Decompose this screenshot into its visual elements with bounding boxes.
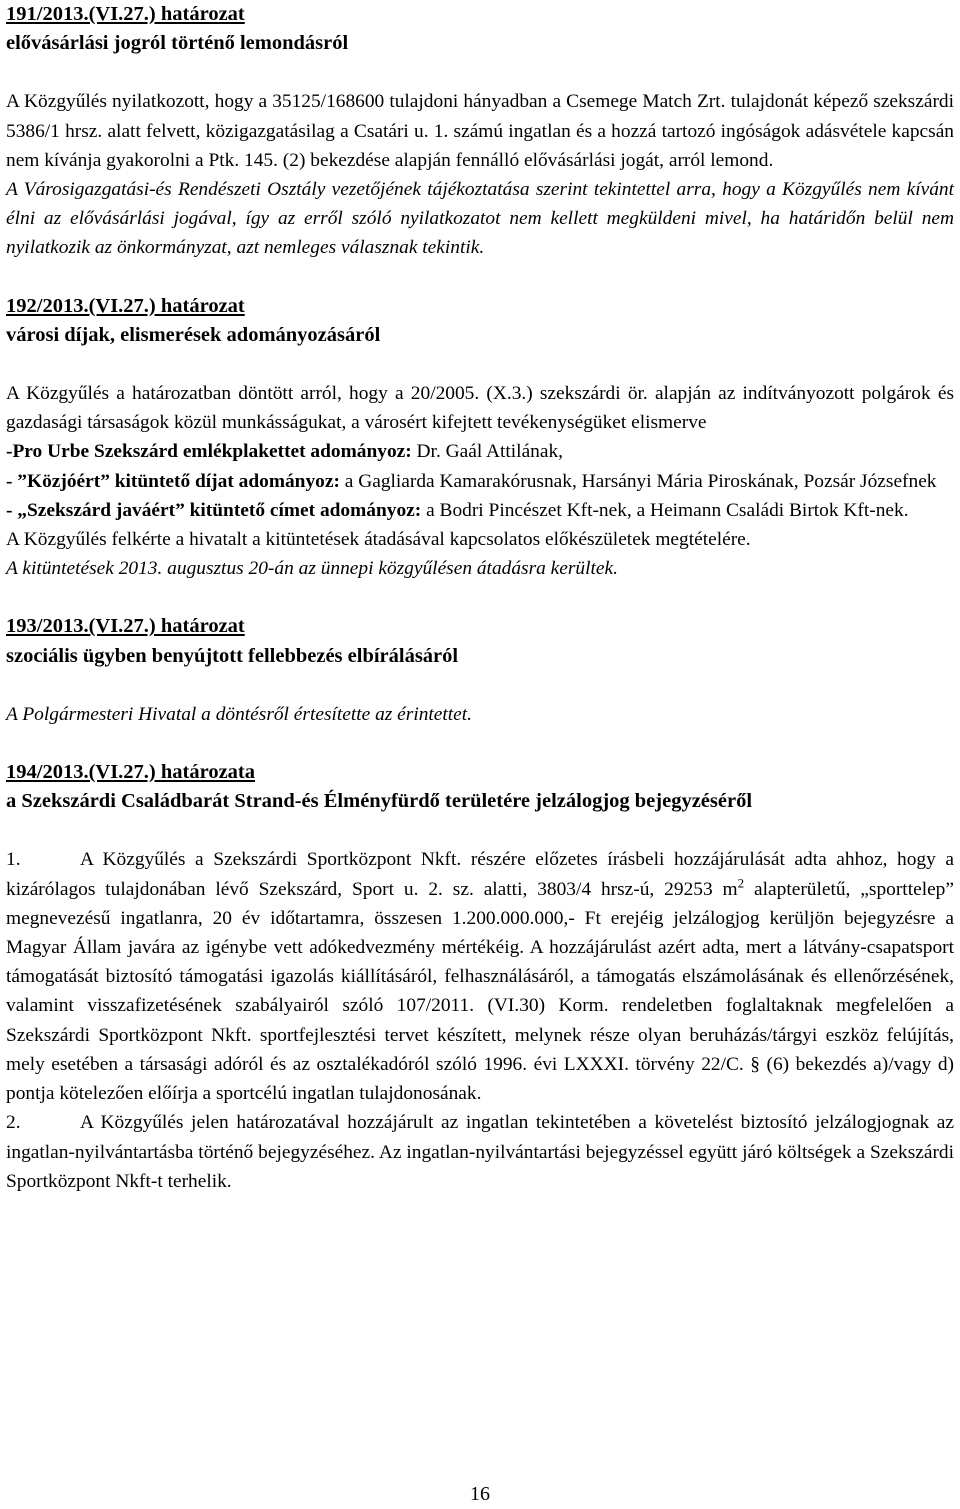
resolution-body-192-2: A Közgyűlés felkérte a hivatalt a kitüntetések átadásával kapcsolatos előkészületek megtételére. bbox=[6, 529, 751, 551]
resolution-number-193: 193/2013.(VI.27.) határozat bbox=[6, 615, 245, 638]
item-1-superscript: 2 bbox=[737, 875, 745, 891]
page-number: 16 bbox=[470, 1483, 490, 1505]
resolution-title-191: elővásárlási jogról történő lemondásról bbox=[6, 32, 349, 55]
resolution-item-2 bbox=[6, 1108, 954, 1196]
award-szekszard-javaert-label: - „Szekszárd javáért” kitüntető címet adományoz: bbox=[6, 499, 422, 521]
award-szekszard-javaert-recipients: a Bodri Pincészet Kft-nek, a Heimann Családi Birtok Kft-nek. bbox=[421, 499, 909, 521]
resolution-note-193: A Polgármesteri Hivatal a döntésről értesítette az érintettet. bbox=[6, 703, 473, 725]
award-pro-urbe-label: -Pro Urbe Szekszárd emlékplakettet adományoz: bbox=[6, 441, 412, 463]
resolution-title-192: városi díjak, elismerések adományozásáról bbox=[6, 323, 381, 346]
award-pro-urbe-recipient: Dr. Gaál Attilának, bbox=[411, 441, 564, 463]
item-number-2: 2. bbox=[6, 1112, 21, 1134]
resolution-number-194: 194/2013.(VI.27.) határozata bbox=[6, 761, 256, 784]
resolution-number-192: 192/2013.(VI.27.) határozat bbox=[6, 294, 245, 317]
resolution-note-192: A kitüntetések 2013. augusztus 20-án az ünnepi közgyűlésen átadásra kerültek. bbox=[6, 558, 618, 580]
resolution-title-193: szociális ügyben benyújtott fellebbezés elbírálásáról bbox=[6, 644, 459, 667]
resolution-number-191: 191/2013.(VI.27.) határozat bbox=[6, 3, 245, 25]
award-kozjoert-label: - ”Közjóért” kitüntető díjat adományoz: bbox=[6, 470, 340, 492]
resolution-note-191: A Városigazgatási-és Rendészeti Osztály vezetőjének tájékoztatása szerint tekintettel arra, hogy a Közgyűlés nem kívánt élni az elővásárlási jogával, így az erről szóló nyilatkozatot nem kellett megküldeni mivel, ha határidőn belül nem nyilatkozik az önkormányzat, azt nemleges válasznak tekintik. bbox=[6, 179, 954, 259]
resolution-title-194: a Szekszárdi Családbarát Strand-és Élményfürdő területére jelzálogjog bejegyzéséről bbox=[6, 790, 753, 813]
item-1-text-b: alapterületű, „sporttelep” megnevezésű ingatlanra, 20 év időtartamra, összesen 1.200.000.000,- Ft erejéig jelzálogjog kerüljön bejegyzésre a Magyar Állam javára az igénybe vett adókedvezmény mértékéig. A hozzájárulást azért adta, mert a látvány-csapatsport támogatását biztosító támogatási igazolás kiállításáról, felhasználásáról, a támogatás elszámolásának és ellenőrzésének, valamint visszafizetésének szabályairól szóló 107/2011. (VI.30) Korm. rendeletben foglaltaknak megfelelően a Szekszárdi Sportközpont Nkft. sportfejlesztési tervet készített, melynek része olyan beruházás/tárgyi eszköz felújítás, mely esetében a társasági adóról és az osztalékadóról szóló 1996. évi LXXXI. törvény 22/C. § (6) bekezdés a)/vagy d) pontja kötelezően előírja a sportcélú ingatlan tulajdonosának. bbox=[6, 878, 954, 1105]
award-pro-urbe bbox=[6, 437, 954, 466]
resolution-item-1 bbox=[6, 845, 954, 1108]
award-szekszard-javaert bbox=[6, 496, 954, 525]
item-number-1: 1. bbox=[6, 849, 21, 871]
resolution-body-192: A Közgyűlés a határozatban döntött arról, hogy a 20/2005. (X.3.) szekszárdi ör. alapján az indítványozott polgárok és gazdasági társaságok közül munkásságukat, a városért kifejtett tevékenységüket elismerve bbox=[6, 383, 954, 434]
item-2-text: A Közgyűlés jelen határozatával hozzájárult az ingatlan tekintetében a követelést biztosító jelzálogjognak az ingatlan-nyilvántartásba történő bejegyzéséhez. Az ingatlan-nyilvántartási bejegyzéssel együtt járó költségek a Szekszárdi Sportközpont Nkft-t terhelik. bbox=[6, 1112, 954, 1192]
document-page bbox=[6, 0, 954, 1509]
item-1-text-a: A Közgyűlés a Szekszárdi Sportközpont Nkft. részére előzetes írásbeli hozzájárulását adta ahhoz, hogy a kizárólagos tulajdonában lévő Szekszárd, Sport u. 2. sz. alatti, 3803/4 hrsz-ú, 29253 m bbox=[6, 849, 954, 900]
award-kozjoert bbox=[6, 467, 954, 496]
award-kozjoert-recipients: a Gagliarda Kamarakórusnak, Harsányi Mária Piroskának, Pozsár Józsefnek bbox=[339, 470, 937, 492]
resolution-body-191: A Közgyűlés nyilatkozott, hogy a 35125/168600 tulajdoni hányadban a Csemege Match Zrt. tulajdonát képező szekszárdi 5386/1 hrsz. alatt felvett, közigazgatásilag a Csatári u. 1. számú ingatlan és a hozzá tartozó ingóságok adásvétele kapcsán nem kívánja gyakorolni a Ptk. 145. (2) bekezdése alapján fennálló elővásárlási jogát, arról lemond. bbox=[6, 91, 954, 171]
